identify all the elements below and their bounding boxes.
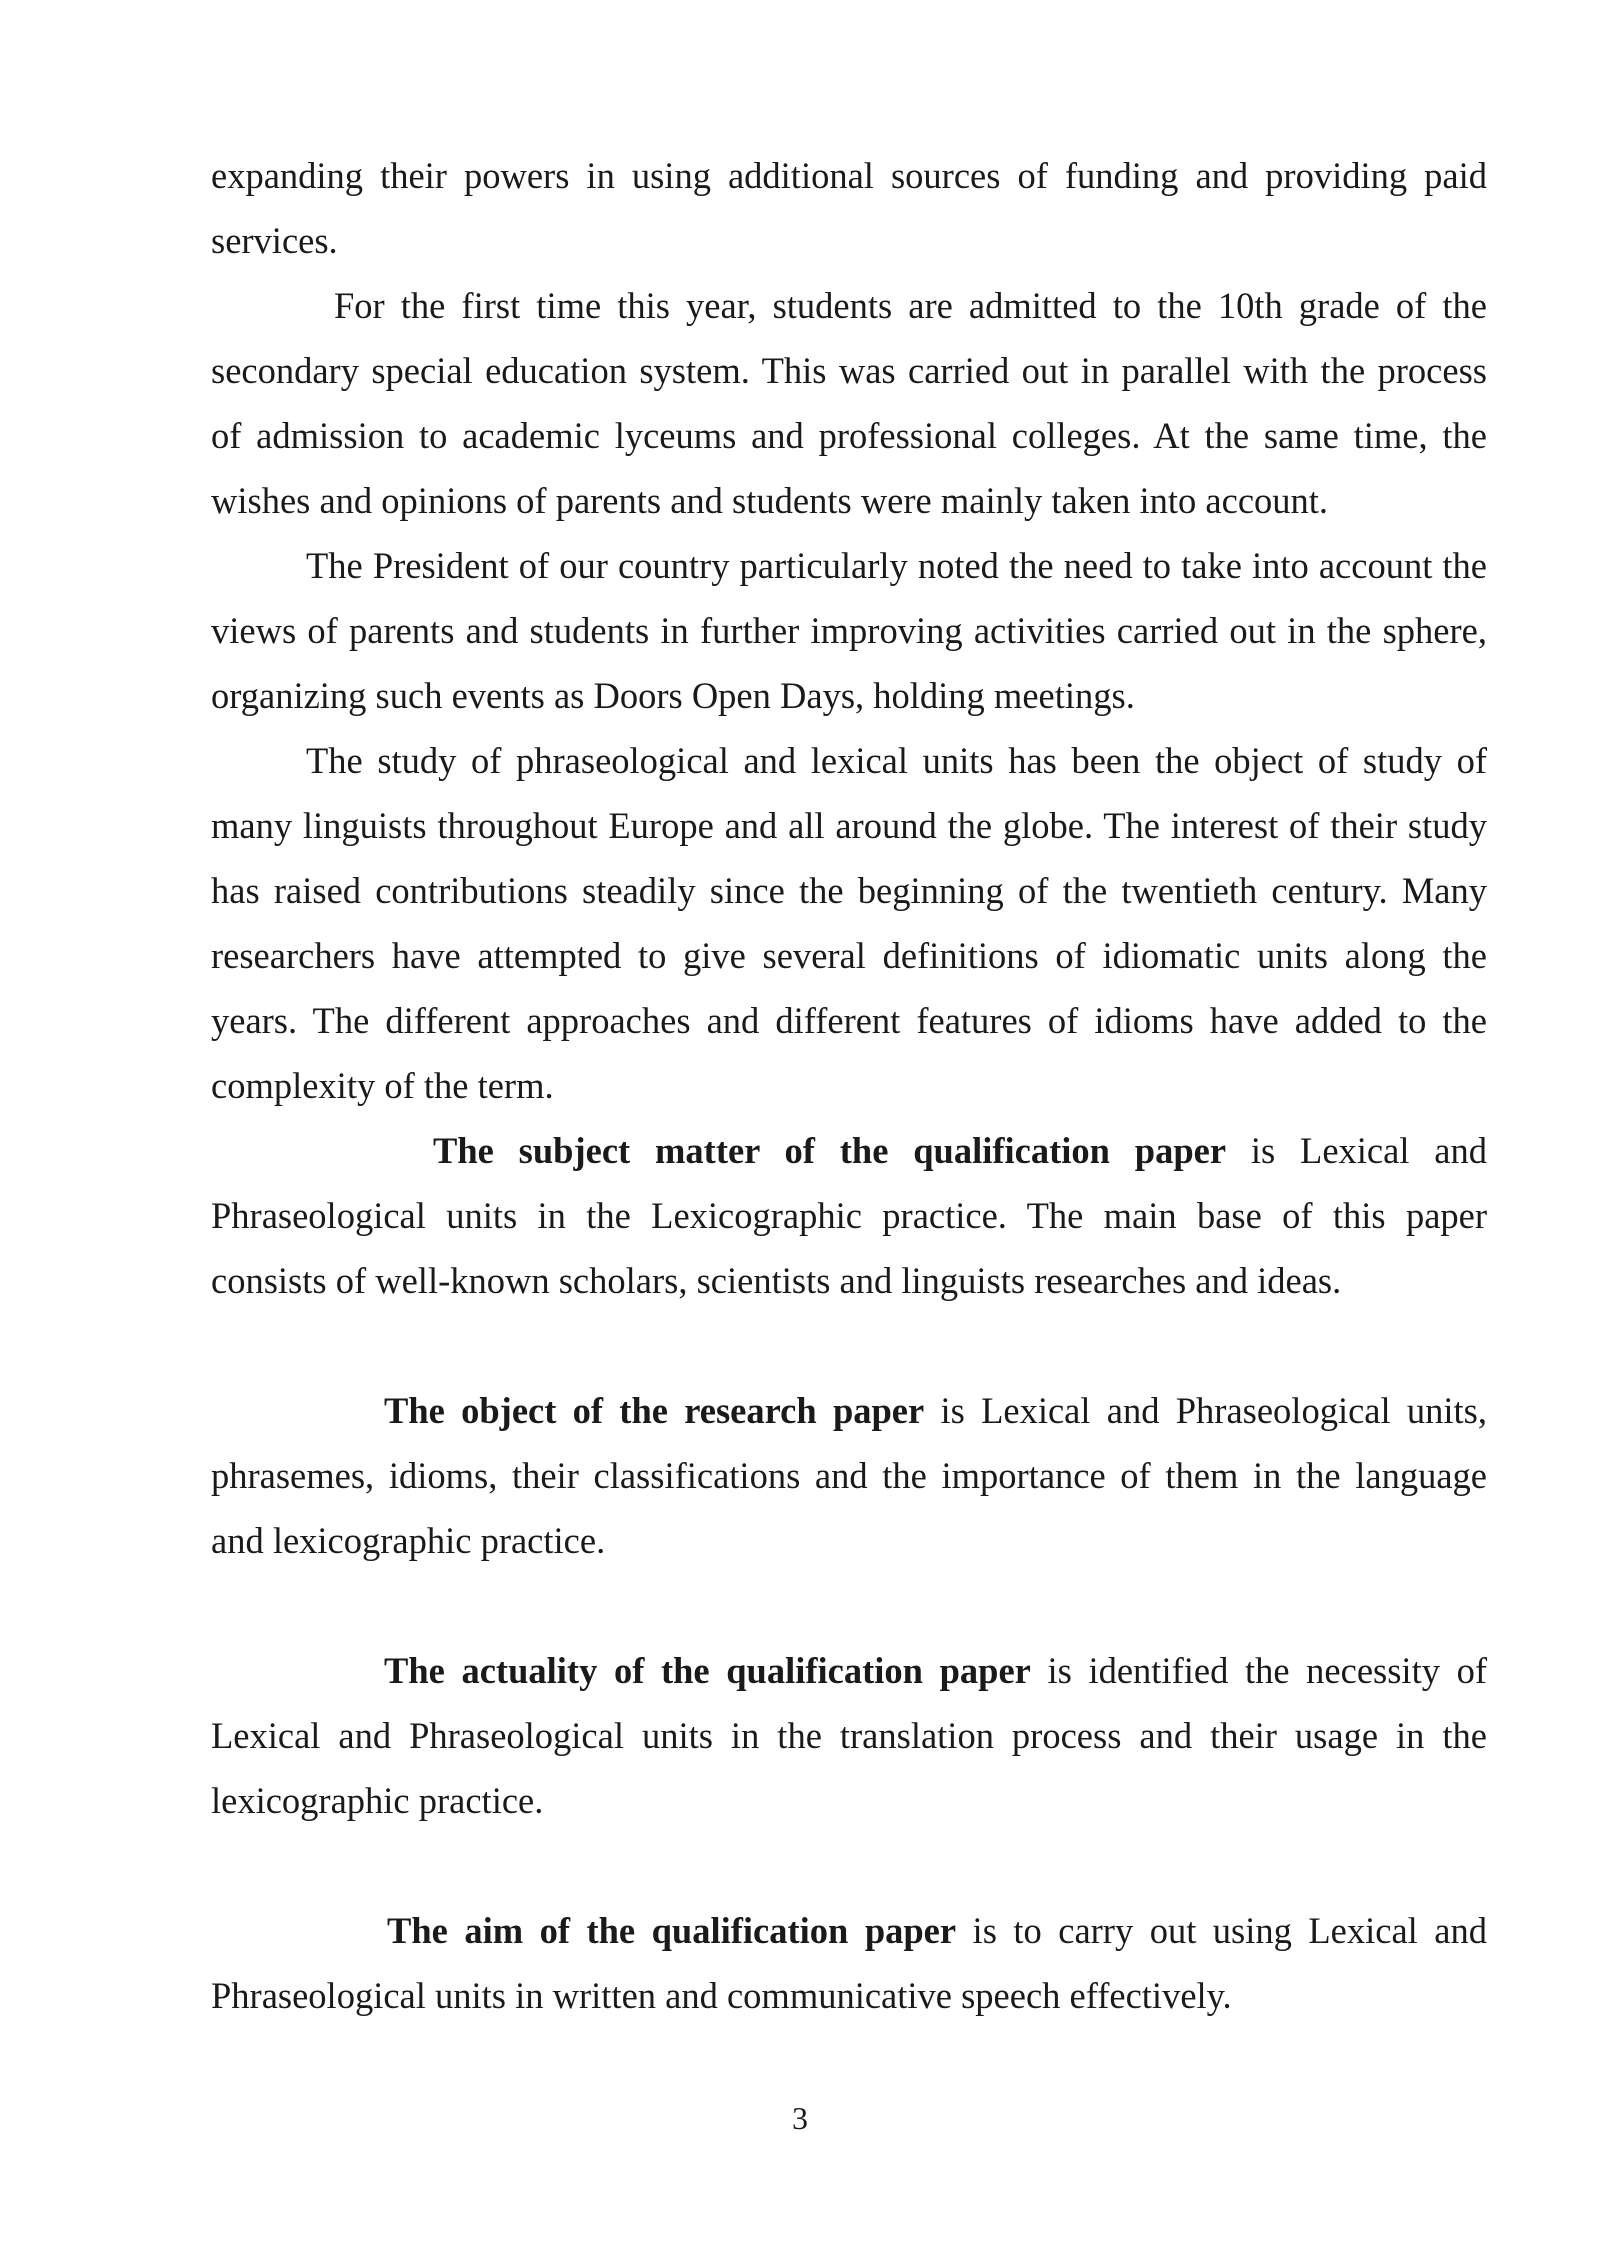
paragraph-text: is identified the necessity of Lexical and Phraseological units in the translation process and their usage in the lexicographic practice. bbox=[211, 1650, 1487, 1821]
paragraph-text: is Lexical and Phraseological units, phrasemes, idioms, their classifications and the importance of them in the language and lexicographic practice. bbox=[211, 1390, 1488, 1561]
paragraph-president bbox=[211, 533, 1487, 728]
paragraph-lead-bold: The aim of the qualification paper bbox=[387, 1910, 957, 1951]
paragraph-aim bbox=[211, 1898, 1487, 2028]
paragraph-admission bbox=[211, 273, 1487, 533]
paragraph-continuation bbox=[211, 143, 1487, 273]
paragraph-text: The President of our country particularly noted the need to take into account the views of parents and students in further improving activities carried out in the sphere, organizing such events as Doors Open Days, holding meetings. bbox=[211, 545, 1487, 716]
paragraph-text: The study of phraseological and lexical units has been the object of study of many linguists throughout Europe and all around the globe. The interest of their study has raised contributions steadily since the beginning of the twentieth century. Many researchers have attempted to give several definitions of idiomatic units along the years. The different approaches and different features of idioms have added to the complexity of the term. bbox=[211, 740, 1487, 1106]
paragraph-phraseology-study bbox=[211, 728, 1487, 1118]
paragraph-subject-matter bbox=[211, 1118, 1487, 1313]
paragraph-text: For the first time this year, students are admitted to the 10th grade of the secondary special education system. This was carried out in parallel with the process of admission to academic lyceums and professional colleges. At the same time, the wishes and opinions of parents and students were mainly taken into account. bbox=[211, 285, 1487, 521]
page-number: 3 bbox=[792, 2100, 808, 2136]
paragraph-text: expanding their powers in using additional sources of funding and providing paid services. bbox=[211, 155, 1487, 261]
paragraph-lead-bold: The object of the research paper bbox=[384, 1390, 925, 1431]
paragraph-text: is to carry out using Lexical and Phraseological units in written and communicative speech effectively. bbox=[211, 1910, 1487, 2016]
paragraph-text: is Lexical and Phraseological units in the Lexicographic practice. The main base of this paper consists of well-known scholars, scientists and linguists researches and ideas. bbox=[211, 1130, 1487, 1301]
document-page bbox=[211, 143, 1487, 2028]
paragraph-lead-bold: The actuality of the qualification paper bbox=[384, 1650, 1031, 1691]
paragraph-lead-bold: The subject matter of the qualification paper bbox=[433, 1130, 1227, 1171]
paragraph-object bbox=[211, 1378, 1487, 1573]
paragraph-actuality bbox=[211, 1638, 1487, 1833]
